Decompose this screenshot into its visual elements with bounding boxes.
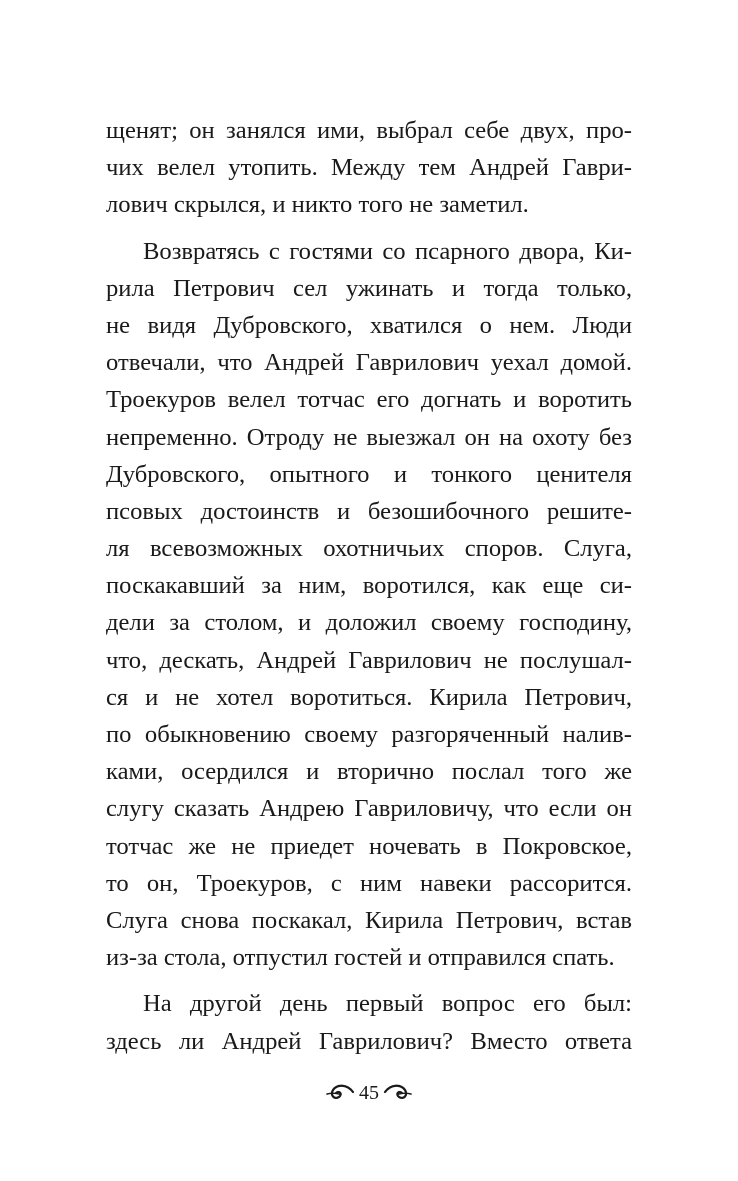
text-line: На другой день первый вопрос его был: [143, 990, 632, 1018]
text-line: слугу сказать Андрею Гавриловичу, что если он [106, 795, 632, 823]
text-line: лович скрылся, и никто того не заметил. [106, 191, 529, 219]
text-line: ля всевозможных охотничьих споров. Слуга, [106, 535, 632, 563]
text-line: псовых достоинств и безошибочного решите- [106, 497, 632, 525]
text-line: ся и не хотел воротиться. Кирила Петрович, [106, 683, 632, 711]
text-line: Дубровского, опытного и тонкого ценителя [106, 460, 632, 488]
text-line: Возвратясь с гостями со псарного двора, Ки- [143, 237, 632, 265]
text-line: из-за стола, отпустил гостей и отправился спать. [106, 944, 615, 972]
text-line: Слуга снова поскакал, Кирила Петрович, встав [106, 906, 632, 934]
text-line: непременно. Отроду не выезжал он на охоту без [106, 423, 632, 451]
text-line: здесь ли Андрей Гаврилович? Вместо ответа [106, 1027, 632, 1055]
text-line: отвечали, что Андрей Гаврилович уехал домой. [106, 349, 632, 377]
text-line: Троекуров велел тотчас его догнать и воротить [106, 386, 632, 414]
text-line: щенят; он занялся ими, выбрал себе двух, про- [106, 117, 632, 144]
paragraph-gap [106, 976, 632, 985]
text-line: поскакавший за ним, воротился, как еще си- [106, 572, 632, 600]
swash-right-icon [383, 1082, 413, 1104]
text-line: рила Петрович сел ужинать и тогда только, [106, 274, 632, 302]
text-line: не видя Дубровского, хватился о нем. Люди [106, 311, 632, 339]
text-line: что, дескать, Андрей Гаврилович не послушал- [106, 646, 632, 674]
text-line: дели за столом, и доложил своему господину, [106, 609, 632, 637]
page-folio [0, 1082, 738, 1122]
text-line: по обыкновению своему разгоряченный налив- [106, 721, 632, 748]
text-line: чих велел утопить. Между тем Андрей Гаври- [106, 154, 632, 182]
body-text [106, 112, 632, 1060]
text-line: ками, осердился и вторично послал того же [106, 758, 632, 786]
paragraph-gap [106, 224, 632, 233]
text-line: то он, Троекуров, с ним навеки рассорится. [106, 869, 632, 897]
text-line: тотчас же не приедет ночевать в Покровское, [106, 832, 632, 860]
page-number: 45 [359, 1082, 379, 1104]
swash-left-icon [325, 1082, 355, 1104]
